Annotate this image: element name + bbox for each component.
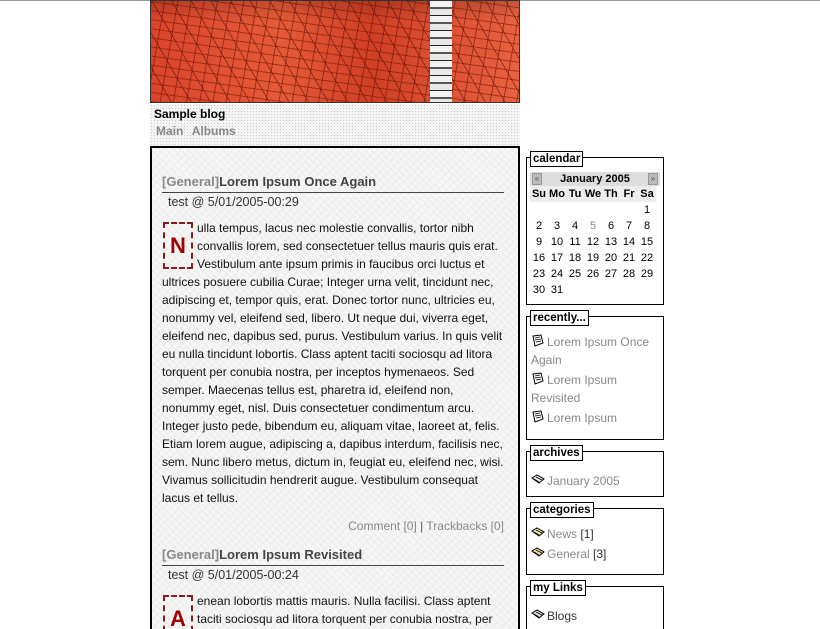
calendar-box bbox=[526, 153, 664, 305]
nav-link-main[interactable]: Main bbox=[156, 124, 184, 138]
header-banner-image bbox=[150, 0, 520, 103]
calendar-label: calendar bbox=[530, 151, 583, 167]
archive-link[interactable]: January 2005 bbox=[547, 474, 620, 488]
calendar-day: 23 bbox=[532, 268, 546, 280]
calendar-day: 1 bbox=[643, 204, 651, 216]
post-meta: test @ 5/01/2005-00:24 bbox=[168, 568, 299, 582]
calendar-month-title: January 2005 bbox=[560, 173, 630, 185]
link-item bbox=[531, 607, 661, 625]
archives-label: archives bbox=[530, 445, 583, 461]
post-note-icon bbox=[531, 410, 545, 424]
post-note-icon bbox=[531, 372, 545, 386]
links-label: my Links bbox=[530, 580, 586, 596]
recent-post-item bbox=[531, 333, 661, 369]
post-footer: Comment [0] | Trackbacks [0] bbox=[348, 519, 504, 533]
blogs-link[interactable]: Blogs bbox=[547, 609, 578, 623]
recent-post-link[interactable]: Lorem Ipsum Revisited bbox=[531, 373, 618, 405]
calendar-day: 30 bbox=[532, 284, 546, 296]
post-divider bbox=[162, 192, 504, 193]
post-category-link[interactable]: General bbox=[166, 547, 215, 562]
birch-trunk bbox=[430, 1, 452, 103]
calendar-day: 8 bbox=[643, 220, 651, 232]
links-box bbox=[526, 582, 664, 629]
nav-link-albums[interactable]: Albums bbox=[191, 124, 236, 138]
calendar-day: 9 bbox=[535, 236, 543, 248]
calendar-day: 26 bbox=[586, 268, 600, 280]
recent-post-link[interactable]: Lorem Ipsum bbox=[547, 411, 618, 425]
post-title: [General]Lorem Ipsum Once Again bbox=[162, 174, 377, 189]
post-meta: test @ 5/01/2005-00:29 bbox=[168, 195, 299, 209]
main-nav bbox=[155, 124, 240, 138]
calendar-weekday: Tu bbox=[566, 186, 584, 202]
trackbacks-link[interactable]: Trackbacks [0] bbox=[426, 519, 504, 533]
category-count: [1] bbox=[580, 527, 594, 541]
calendar-weekday: Sa bbox=[638, 186, 656, 202]
post-body bbox=[162, 592, 508, 628]
categories-box bbox=[526, 504, 664, 575]
recently-box bbox=[526, 312, 664, 440]
drop-cap: N bbox=[163, 222, 193, 269]
calendar-blank-cell bbox=[566, 202, 584, 218]
category-item bbox=[531, 525, 661, 543]
calendar-day: 11 bbox=[569, 236, 581, 248]
post-1 bbox=[162, 174, 508, 533]
archives-box bbox=[526, 447, 664, 497]
calendar-blank-cell bbox=[620, 202, 638, 218]
post-category-link[interactable]: General bbox=[166, 174, 215, 189]
category-link[interactable]: News bbox=[547, 527, 578, 541]
calendar-weekday: Th bbox=[602, 186, 620, 202]
calendar-blank-cell bbox=[548, 202, 566, 218]
calendar-day: 16 bbox=[532, 252, 546, 264]
calendar-day: 31 bbox=[550, 284, 564, 296]
category-link[interactable]: General bbox=[547, 547, 590, 561]
calendar-day: 15 bbox=[640, 236, 654, 248]
calendar-blank-cell bbox=[602, 202, 620, 218]
archive-folder-icon bbox=[531, 473, 545, 487]
calendar-blank-cell bbox=[584, 202, 602, 218]
post-body bbox=[162, 219, 508, 507]
comment-link[interactable]: Comment [0] bbox=[348, 519, 417, 533]
post-title: [General]Lorem Ipsum Revisited bbox=[162, 547, 363, 562]
category-item bbox=[531, 545, 661, 563]
calendar-day: 2 bbox=[535, 220, 543, 232]
calendar-day: 28 bbox=[622, 268, 636, 280]
calendar-day: 17 bbox=[550, 252, 564, 264]
calendar-day: 19 bbox=[586, 252, 600, 264]
calendar-day: 6 bbox=[607, 220, 615, 232]
calendar-weekday: Fr bbox=[620, 186, 638, 202]
post-title-link[interactable]: Lorem Ipsum Revisited bbox=[219, 547, 363, 562]
calendar-day: 10 bbox=[550, 236, 564, 248]
calendar-blank-cell bbox=[530, 202, 548, 218]
recent-post-link[interactable]: Lorem Ipsum Once Again bbox=[531, 335, 650, 367]
calendar-day: 7 bbox=[625, 220, 633, 232]
calendar-day: 18 bbox=[568, 252, 582, 264]
post-2 bbox=[162, 547, 508, 629]
blog-titlebar bbox=[150, 104, 520, 146]
archive-item bbox=[531, 472, 661, 490]
calendar-day: 4 bbox=[571, 220, 579, 232]
recent-post-item bbox=[531, 371, 661, 407]
calendar-header bbox=[530, 172, 660, 186]
calendar-day: 25 bbox=[568, 268, 582, 280]
calendar-day: 13 bbox=[604, 236, 618, 248]
categories-label: categories bbox=[530, 502, 594, 518]
calendar-day: 20 bbox=[604, 252, 618, 264]
category-folder-icon bbox=[531, 546, 545, 560]
prev-month-button[interactable]: « bbox=[532, 173, 542, 185]
category-count: [3] bbox=[593, 547, 607, 561]
calendar-day: 21 bbox=[622, 252, 636, 264]
calendar-day: 24 bbox=[550, 268, 564, 280]
drop-cap: A bbox=[163, 595, 193, 629]
post-title-link[interactable]: Lorem Ipsum Once Again bbox=[219, 174, 377, 189]
calendar-day-link[interactable]: 5 bbox=[589, 220, 597, 232]
calendar-day: 22 bbox=[640, 252, 654, 264]
calendar-day: 3 bbox=[553, 220, 561, 232]
link-folder-icon bbox=[531, 608, 545, 622]
post-note-icon bbox=[531, 334, 545, 348]
main-content bbox=[150, 146, 520, 629]
recent-post-item bbox=[531, 409, 661, 427]
post-text: enean lobortis mattis mauris. Nulla facilisi. Class aptent taciti sociosqu ad litora torquent per conubia nostra, per bbox=[197, 594, 493, 626]
calendar-weekday: Su bbox=[531, 188, 547, 200]
post-divider bbox=[162, 565, 504, 566]
calendar-day: 29 bbox=[640, 268, 654, 280]
calendar-weekday: We bbox=[584, 188, 602, 200]
calendar-weekday: Mo bbox=[549, 188, 565, 200]
calendar-grid bbox=[530, 186, 661, 298]
calendar-day: 27 bbox=[604, 268, 618, 280]
calendar-day: 14 bbox=[622, 236, 636, 248]
next-month-button[interactable]: » bbox=[648, 173, 658, 185]
recently-label: recently... bbox=[530, 310, 589, 326]
category-folder-icon bbox=[531, 526, 545, 540]
blog-title[interactable]: Sample blog bbox=[154, 107, 226, 121]
post-text: ulla tempus, lacus nec molestie convallis, tortor nibh convallis lorem, sed consectetuer tellus mauris quis erat. Vestibulum ante ipsum primis in faucibus orci luctus et ultrices posuere cubilia Curae; Integer urna velit, tincidunt nec, adipiscing et, tempor quis, erat. Donec tortor nunc, ultricies eu, nonummy vel, eleifend sed, libero. Ut neque dui, viverra eget, eleifend nec, dapibus sed, purus. Vestibulum varius. In quis velit eu nulla tincidunt lobortis. Class aptent taciti sociosqu ad litora torquent per conubia nostra, per inceptos hymenaeos. Sed semper. Maecenas tellus est, pharetra id, eleifend non, nonummy eget, nisl. Duis consectetuer condimentum arcu. Integer justo pede, bibendum eu, aliquam vitae, laoreet at, felis. Etiam lorem augue, adipiscing a, dapibus interdum, facilisis nec, sem. Nunc libero metus, dictum in, feugiat eu, eleifend nec, wisi. Vivamus sollicitudin hendrerit augue. Vestibulum consequat lacus et tellus. bbox=[162, 221, 504, 505]
calendar-day: 12 bbox=[586, 236, 600, 248]
